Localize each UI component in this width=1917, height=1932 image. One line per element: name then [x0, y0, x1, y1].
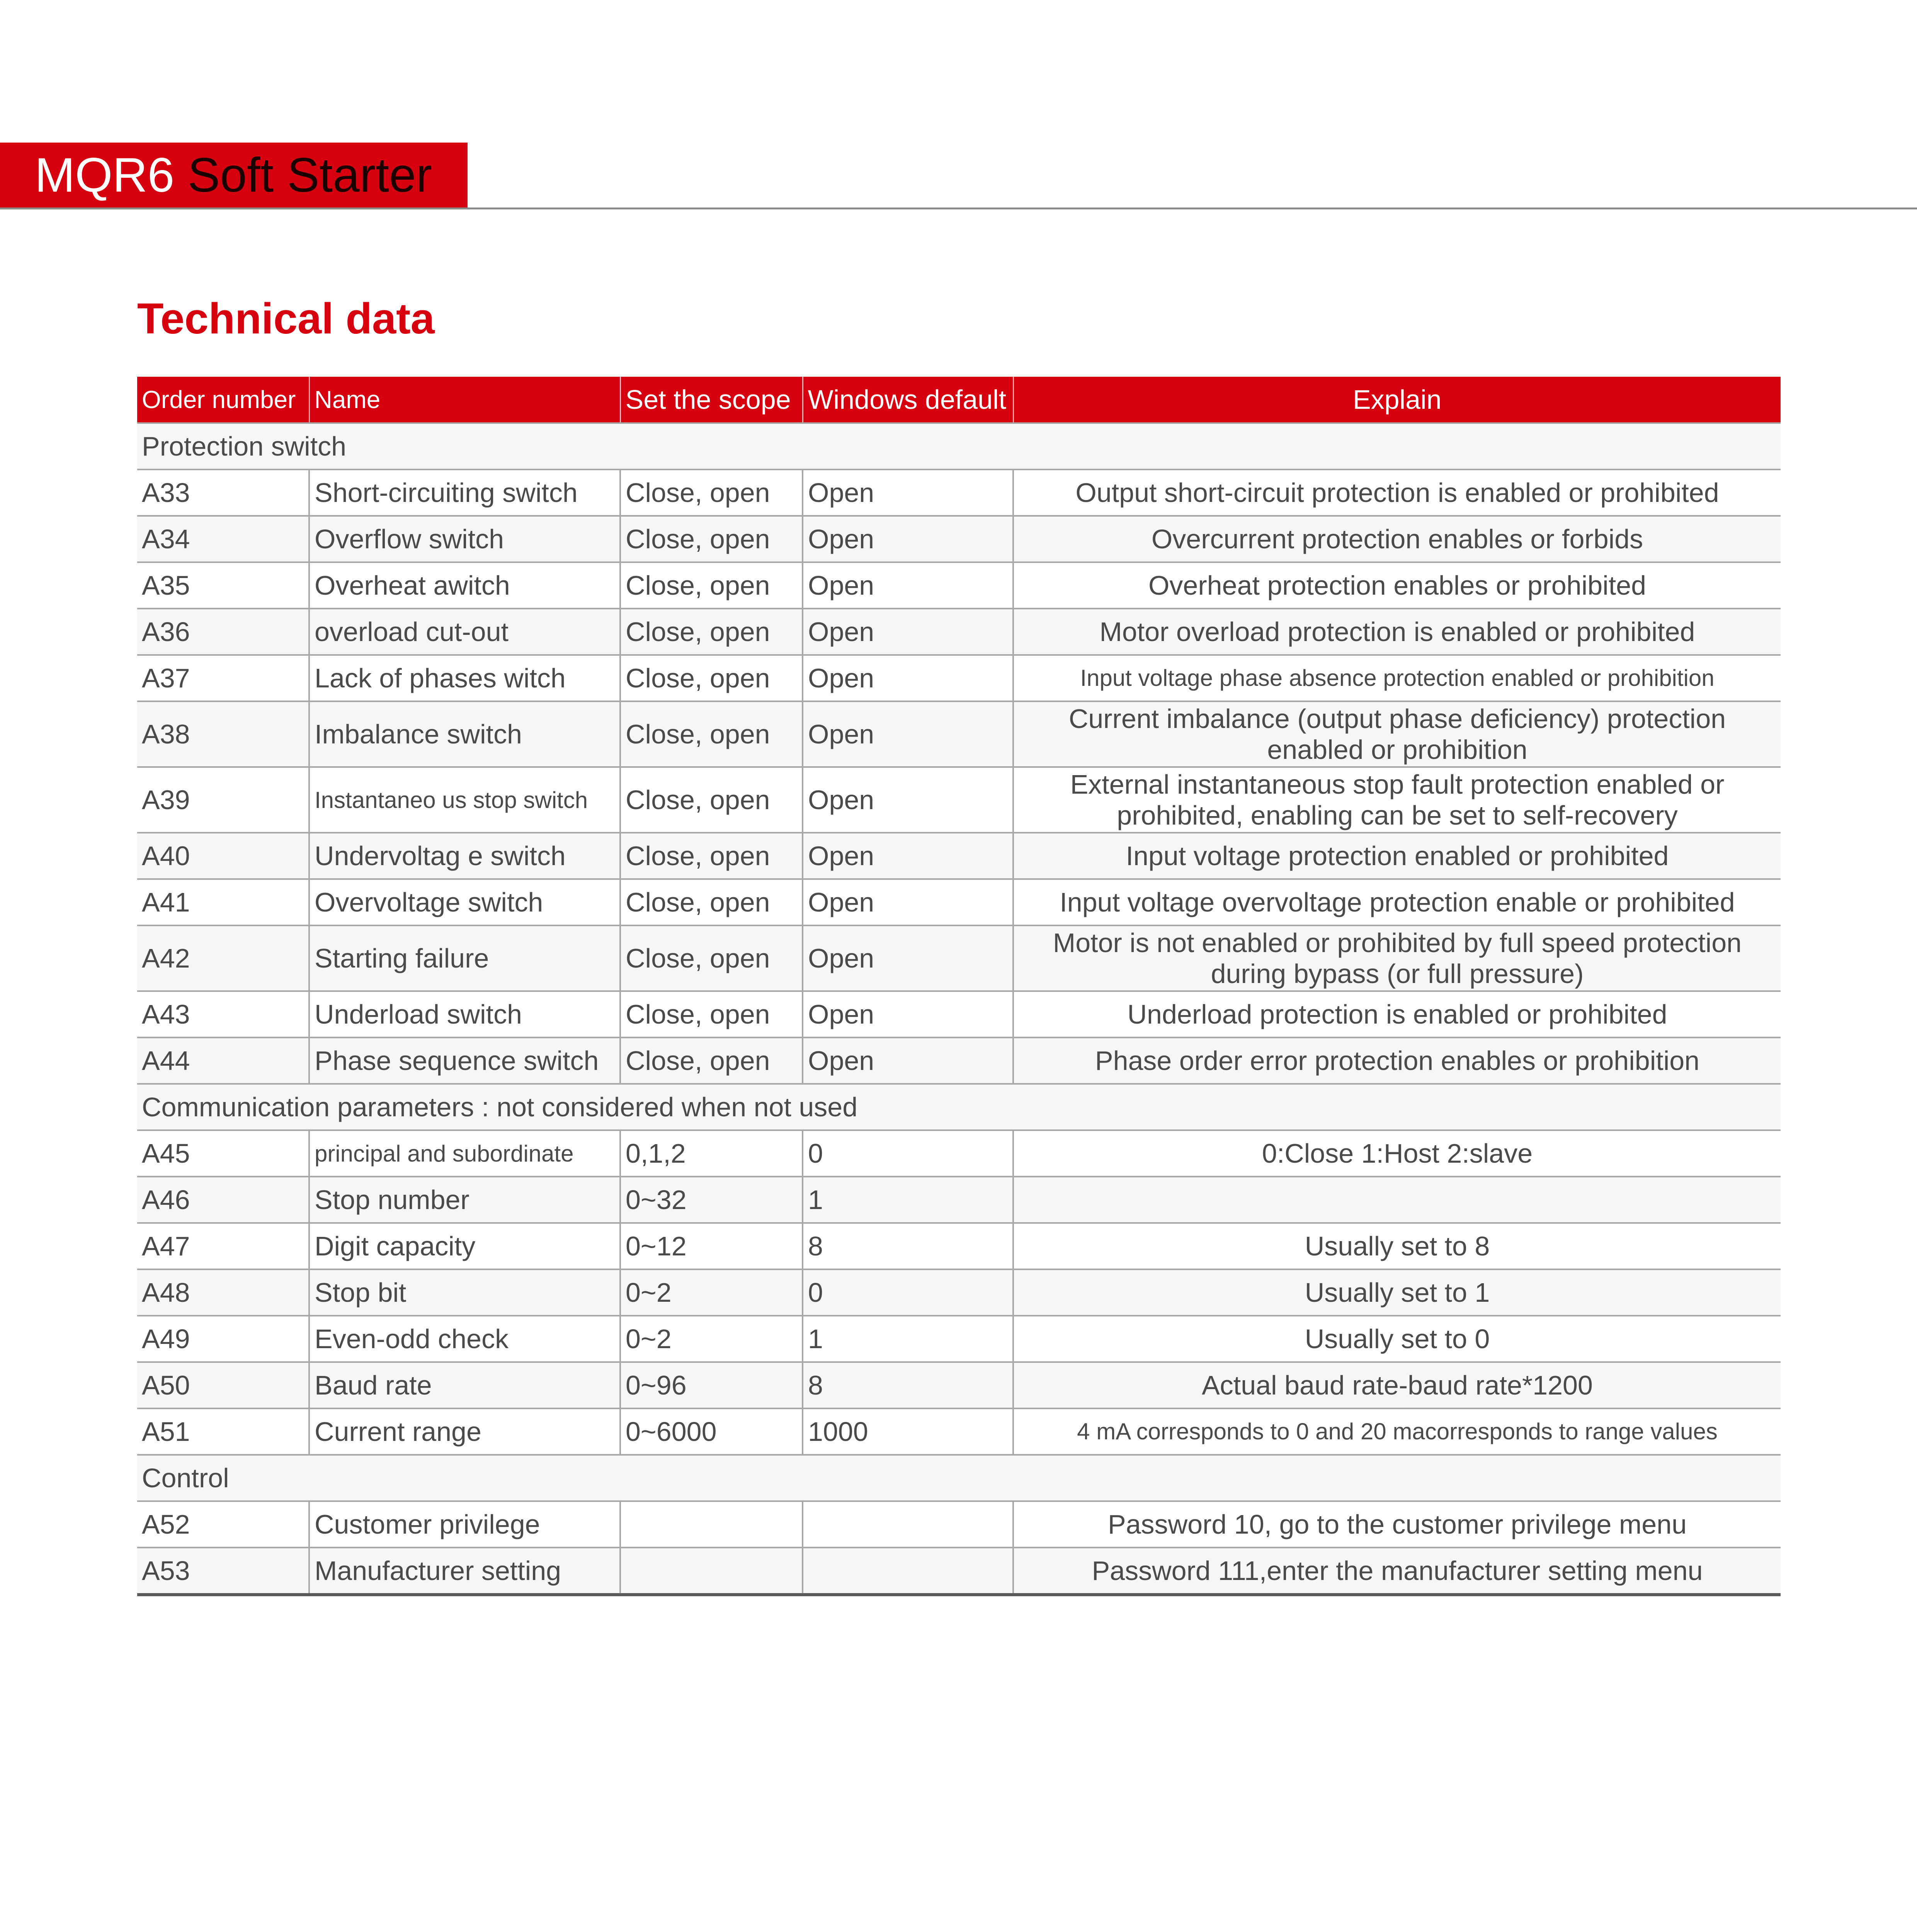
- table-row: [137, 879, 1781, 925]
- cell-code: A53: [137, 1548, 309, 1595]
- cell-scope: Close, open: [620, 701, 803, 767]
- section-title: Technical data: [137, 294, 435, 343]
- cell-name: Lack of phases witch: [309, 655, 620, 701]
- cell-scope: Close, open: [620, 1037, 803, 1084]
- cell-default: [803, 1501, 1013, 1548]
- cell-explain: Usually set to 0: [1013, 1316, 1781, 1362]
- cell-name: overload cut-out: [309, 609, 620, 655]
- table-row: [137, 1501, 1781, 1548]
- cell-code: A50: [137, 1362, 309, 1408]
- column-header-scope: Set the scope: [620, 377, 803, 423]
- table-row: [137, 701, 1781, 767]
- cell-name: Digit capacity: [309, 1223, 620, 1269]
- cell-code: A49: [137, 1316, 309, 1362]
- cell-explain: Motor overload protection is enabled or prohibited: [1013, 609, 1781, 655]
- cell-code: A40: [137, 833, 309, 879]
- cell-default: Open: [803, 925, 1013, 991]
- cell-scope: 0~12: [620, 1223, 803, 1269]
- table-row: [137, 925, 1781, 991]
- cell-name: Overflow switch: [309, 516, 620, 562]
- header-divider: [0, 207, 1917, 209]
- cell-scope: 0~6000: [620, 1408, 803, 1455]
- table-row: [137, 469, 1781, 516]
- group-row-communication: [137, 1084, 1781, 1130]
- cell-scope: 0~32: [620, 1177, 803, 1223]
- column-header-name: Name: [309, 377, 620, 423]
- cell-scope: Close, open: [620, 609, 803, 655]
- table-row: [137, 1362, 1781, 1408]
- column-header-default: Windows default: [803, 377, 1013, 423]
- cell-default: Open: [803, 562, 1013, 609]
- cell-scope: Close, open: [620, 516, 803, 562]
- table-row: [137, 609, 1781, 655]
- table-row: [137, 991, 1781, 1037]
- cell-code: A51: [137, 1408, 309, 1455]
- cell-code: A52: [137, 1501, 309, 1548]
- cell-scope: Close, open: [620, 562, 803, 609]
- cell-name: Customer privilege: [309, 1501, 620, 1548]
- cell-scope: 0~2: [620, 1269, 803, 1316]
- cell-code: A47: [137, 1223, 309, 1269]
- cell-code: A43: [137, 991, 309, 1037]
- cell-code: A41: [137, 879, 309, 925]
- cell-explain: Current imbalance (output phase deficiency) protection enabled or prohibition: [1013, 701, 1781, 767]
- column-header-explain: Explain: [1013, 377, 1781, 423]
- cell-explain: Password 111,enter the manufacturer setting menu: [1013, 1548, 1781, 1595]
- column-header-order-number: Order number: [137, 377, 309, 423]
- cell-default: 1: [803, 1316, 1013, 1362]
- cell-explain: Overheat protection enables or prohibited: [1013, 562, 1781, 609]
- cell-default: Open: [803, 655, 1013, 701]
- cell-scope: Close, open: [620, 879, 803, 925]
- table-header-row: [137, 377, 1781, 423]
- table-row: [137, 1269, 1781, 1316]
- cell-name: Imbalance switch: [309, 701, 620, 767]
- cell-explain: Overcurrent protection enables or forbids: [1013, 516, 1781, 562]
- cell-code: A34: [137, 516, 309, 562]
- cell-scope: Close, open: [620, 655, 803, 701]
- cell-default: 1000: [803, 1408, 1013, 1455]
- group-label: Control: [137, 1455, 1781, 1501]
- cell-name: Manufacturer setting: [309, 1548, 620, 1595]
- table-row: [137, 1037, 1781, 1084]
- table-row: [137, 833, 1781, 879]
- cell-default: Open: [803, 1037, 1013, 1084]
- cell-explain: Input voltage phase absence protection enabled or prohibition: [1013, 655, 1781, 701]
- cell-explain: Input voltage protection enabled or prohibited: [1013, 833, 1781, 879]
- table-row: [137, 1223, 1781, 1269]
- cell-code: A42: [137, 925, 309, 991]
- cell-name: Even-odd check: [309, 1316, 620, 1362]
- cell-explain: External instantaneous stop fault protection enabled or prohibited, enabling can be set to self-recovery: [1013, 767, 1781, 833]
- cell-name: Instantaneo us stop switch: [309, 767, 620, 833]
- cell-explain: Usually set to 1: [1013, 1269, 1781, 1316]
- group-row-protection: [137, 423, 1781, 469]
- cell-code: A48: [137, 1269, 309, 1316]
- cell-name: Underload switch: [309, 991, 620, 1037]
- cell-name: Overheat awitch: [309, 562, 620, 609]
- model-name: MQR6: [35, 148, 175, 202]
- table-row: [137, 1548, 1781, 1595]
- cell-code: A45: [137, 1130, 309, 1177]
- table-row: [137, 1316, 1781, 1362]
- cell-name: Current range: [309, 1408, 620, 1455]
- cell-default: [803, 1548, 1013, 1595]
- cell-explain: 0:Close 1:Host 2:slave: [1013, 1130, 1781, 1177]
- cell-scope: [620, 1548, 803, 1595]
- cell-explain: Output short-circuit protection is enabled or prohibited: [1013, 469, 1781, 516]
- cell-default: 0: [803, 1269, 1013, 1316]
- technical-data-table: [137, 377, 1781, 1596]
- cell-scope: Close, open: [620, 833, 803, 879]
- cell-explain: Motor is not enabled or prohibited by full speed protection during bypass (or full pressure): [1013, 925, 1781, 991]
- document-title: [35, 143, 432, 208]
- cell-default: 0: [803, 1130, 1013, 1177]
- cell-explain: Underload protection is enabled or prohibited: [1013, 991, 1781, 1037]
- table-row: [137, 655, 1781, 701]
- cell-default: Open: [803, 991, 1013, 1037]
- cell-default: Open: [803, 833, 1013, 879]
- cell-explain: Usually set to 8: [1013, 1223, 1781, 1269]
- group-label: Communication parameters : not considered when not used: [137, 1084, 1781, 1130]
- cell-explain: Input voltage overvoltage protection enable or prohibited: [1013, 879, 1781, 925]
- group-label: Protection switch: [137, 423, 1781, 469]
- cell-code: A44: [137, 1037, 309, 1084]
- cell-explain: Phase order error protection enables or prohibition: [1013, 1037, 1781, 1084]
- cell-explain: [1013, 1177, 1781, 1223]
- cell-code: A39: [137, 767, 309, 833]
- cell-code: A37: [137, 655, 309, 701]
- cell-code: A38: [137, 701, 309, 767]
- cell-default: Open: [803, 516, 1013, 562]
- cell-name: principal and subordinate: [309, 1130, 620, 1177]
- cell-code: A46: [137, 1177, 309, 1223]
- cell-scope: 0~96: [620, 1362, 803, 1408]
- table-row: [137, 767, 1781, 833]
- cell-explain: 4 mA corresponds to 0 and 20 macorresponds to range values: [1013, 1408, 1781, 1455]
- cell-scope: [620, 1501, 803, 1548]
- cell-name: Undervoltag e switch: [309, 833, 620, 879]
- cell-default: Open: [803, 609, 1013, 655]
- cell-name: Baud rate: [309, 1362, 620, 1408]
- cell-name: Phase sequence switch: [309, 1037, 620, 1084]
- product-name: Soft Starter: [187, 148, 432, 202]
- cell-default: Open: [803, 767, 1013, 833]
- cell-scope: 0~2: [620, 1316, 803, 1362]
- cell-code: A36: [137, 609, 309, 655]
- cell-code: A35: [137, 562, 309, 609]
- cell-scope: Close, open: [620, 767, 803, 833]
- group-row-control: [137, 1455, 1781, 1501]
- cell-scope: Close, open: [620, 991, 803, 1037]
- cell-default: Open: [803, 469, 1013, 516]
- cell-explain: Password 10, go to the customer privilege menu: [1013, 1501, 1781, 1548]
- cell-default: 1: [803, 1177, 1013, 1223]
- cell-default: 8: [803, 1362, 1013, 1408]
- cell-name: Stop bit: [309, 1269, 620, 1316]
- cell-code: A33: [137, 469, 309, 516]
- table-row: [137, 516, 1781, 562]
- cell-scope: 0,1,2: [620, 1130, 803, 1177]
- cell-scope: Close, open: [620, 925, 803, 991]
- cell-name: Stop number: [309, 1177, 620, 1223]
- cell-explain: Actual baud rate-baud rate*1200: [1013, 1362, 1781, 1408]
- cell-name: Overvoltage switch: [309, 879, 620, 925]
- cell-name: Short-circuiting switch: [309, 469, 620, 516]
- table-row: [137, 1408, 1781, 1455]
- table-row: [137, 1177, 1781, 1223]
- cell-default: Open: [803, 879, 1013, 925]
- cell-default: Open: [803, 701, 1013, 767]
- cell-scope: Close, open: [620, 469, 803, 516]
- cell-default: 8: [803, 1223, 1013, 1269]
- table-row: [137, 1130, 1781, 1177]
- cell-name: Starting failure: [309, 925, 620, 991]
- table-row: [137, 562, 1781, 609]
